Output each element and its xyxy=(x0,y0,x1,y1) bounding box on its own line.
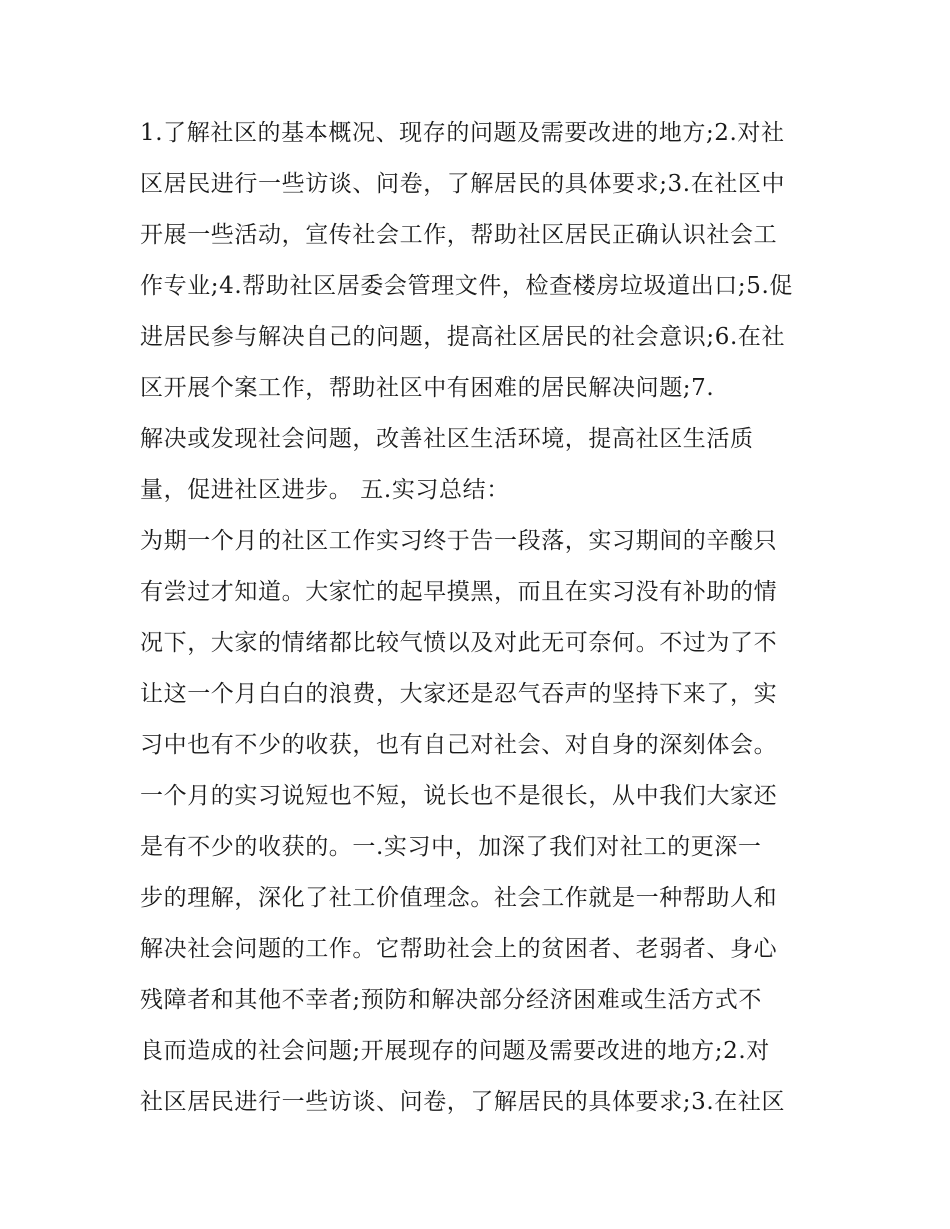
text-line: 有尝过才知道。大家忙的起早摸黑，而且在实习没有补助的情 xyxy=(140,579,778,605)
text-line: 让这一个月白白的浪费，大家还是忍气吞声的坚持下来了，实 xyxy=(140,681,778,707)
text-line: 进居民参与解决自己的问题，提高社区居民的社会意识;6.在社 xyxy=(140,324,786,350)
text-line: 社区居民进行一些访谈、问卷，了解居民的具体要求;3.在社区 xyxy=(140,1089,786,1115)
text-line: 况下，大家的情绪都比较气愤以及对此无可奈何。不过为了不 xyxy=(140,630,778,656)
document-body xyxy=(140,108,820,1128)
text-line: 为期一个月的社区工作实习终于告一段落，实习期间的辛酸只 xyxy=(140,528,778,554)
text-line: 1.了解社区的基本概况、现存的问题及需要改进的地方;2.对社 xyxy=(140,120,785,146)
text-line: 作专业;4.帮助社区居委会管理文件，检查楼房垃圾道出口;5.促 xyxy=(140,273,793,299)
text-line: 步的理解，深化了社工价值理念。社会工作就是一种帮助人和 xyxy=(140,885,778,911)
text-line: 开展一些活动，宣传社会工作，帮助社区居民正确认识社会工 xyxy=(140,222,778,248)
text-line: 解决或发现社会问题，改善社区生活环境，提高社区生活质 xyxy=(140,426,754,452)
text-line: 是有不少的收获的。一.实习中，加深了我们对社工的更深一 xyxy=(140,834,762,860)
text-line: 良而造成的社会问题;开展现存的问题及需要改进的地方;2.对 xyxy=(140,1038,770,1064)
text-line: 区开展个案工作，帮助社区中有困难的居民解决问题;7. xyxy=(140,375,715,401)
text-line: 残障者和其他不幸者;预防和解决部分经济困难或生活方式不 xyxy=(140,987,762,1013)
text-line: 量，促进社区进步。 五.实习总结： xyxy=(140,477,510,503)
text-line: 解决社会问题的工作。它帮助社会上的贫困者、老弱者、身心 xyxy=(140,936,778,962)
text-line: 习中也有不少的收获，也有自己对社会、对自身的深刻体会。 xyxy=(140,732,778,758)
text-line: 区居民进行一些访谈、问卷，了解居民的具体要求;3.在社区中 xyxy=(140,171,786,197)
text-line: 一个月的实习说短也不短，说长也不是很长，从中我们大家还 xyxy=(140,783,778,809)
